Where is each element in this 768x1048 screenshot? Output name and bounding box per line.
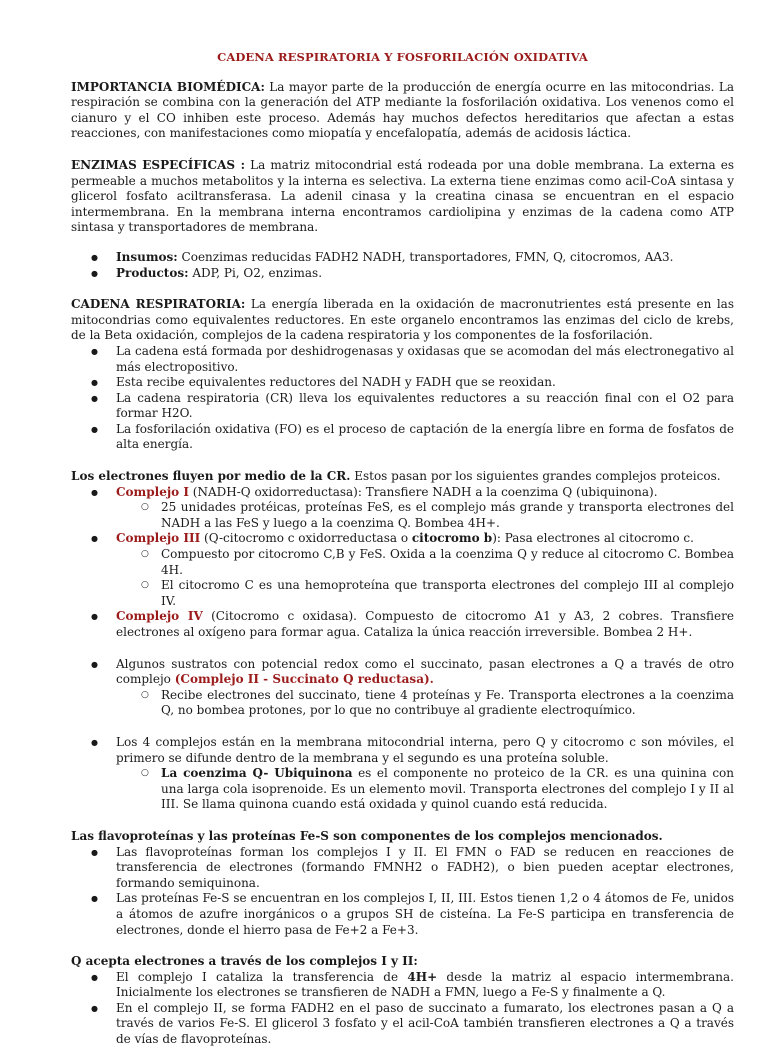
list-item: ● La cadena respiratoria (CR) lleva los equivalentes reductores a su reacción final con el O2 para formar H2O. — [71, 391, 734, 422]
complejos-list — [71, 485, 734, 641]
complejo-3-label: Complejo III — [116, 531, 201, 546]
coenzima-q-sublist — [116, 766, 734, 813]
list-item-complejo-4 — [71, 609, 734, 640]
cadena-list — [71, 344, 734, 453]
insumos-text: Coenzimas reducidas FADH2 NADH, transportadores, FMN, Q, citocromos, AA3. — [177, 249, 674, 264]
4h-label: 4H+ — [407, 969, 438, 984]
paragraph-enzimas — [71, 158, 734, 236]
q-acepta-text-end: desde la matriz al espacio intermembrana. Inicialmente los electrones se transfieren de NADH a FMN, luego a Fe-S y finalmente a Q. — [116, 969, 734, 1000]
paragraph-importancia — [71, 80, 734, 142]
section-electrones — [71, 469, 734, 813]
paragraph-cadena — [71, 297, 734, 344]
cadena-text: La energía liberada en la oxidación de macronutrientes está presente en las mitocondrias como equivalentes reductores. En este organelo encontramos las enzimas del ciclo de krebs, de la Beta oxidación, complejos de la cadena respiratoria y los componentes de la fosforilación. — [71, 297, 734, 343]
complejo-3-text: (Q-citocromo c oxidorreductasa o — [200, 531, 412, 546]
enzimas-text: La matriz mitocondrial está rodeada por una doble membrana. La externa es permeable a muchos metabolitos y la interna es selectiva. La externa tiene enzimas como acil-CoA sintasa y glicerol fosfato aciltransferasa. La adenil cinasa y la creatina cinasa se encuentran en el espacio intermembrana. En la membrana interna encontramos cardiolipina y enzimas de la cadena como ATP sintasa y transportadores de membrana. — [71, 157, 735, 235]
coenzima-q-label: La coenzima Q- Ubiquinona — [161, 766, 353, 781]
list-item: ● Las proteínas Fe-S se encuentran en los complejos I, II, III. Estos tienen 1,2 o 4 átomos de Fe, unidos a átomos de azufre inorgánicos o a grupos SH de cisteína. La Fe-S participa en transferencia de electrones, donde el hierro pasa de Fe+2 a Fe+3. — [71, 891, 734, 938]
importancia-label: IMPORTANCIA BIOMÉDICA: — [71, 79, 265, 94]
complejo-1-label: Complejo I — [116, 484, 189, 499]
cadena-label: CADENA RESPIRATORIA: — [71, 297, 246, 312]
list-item: ○ 25 unidades protéicas, proteínas FeS, es el complejo más grande y transporta electrones del NADH a las FeS y luego a la coenzima Q. Bombea 4H+. — [116, 500, 734, 531]
list-item: ○ Compuesto por citocromo C,B y FeS. Oxida a la coenzima Q y reduce al citocromo C. Bombea 4H. — [116, 547, 734, 578]
list-item: ○ Recibe electrones del succinato, tiene 4 proteínas y Fe. Transporta electrones a la coenzima Q, no bombea protones, por lo que no contribuye al gradiente electroquímico. — [116, 688, 734, 719]
flavoproteinas-list — [71, 845, 734, 939]
list-item-productos — [71, 266, 734, 282]
list-item-coenzima-q — [116, 766, 734, 813]
coenzima-q-text: es el componente no proteico de la CR. es una quinina con una larga cola isoprenoide. Es un elemento movil. Transporta electrones del complejo I y II al III. Se llama quinona cuando está oxidada y quinol cuando está reducida. — [161, 766, 734, 812]
list-item: ● Las flavoproteínas forman los complejos I y II. El FMN o FAD se reducen en reacciones de transferencia de electrones (formando FMNH2 o FADH2), o bien pueden aceptar electrones, formando semiquinona. — [71, 845, 734, 892]
productos-text: ADP, Pi, O2, enzimas. — [188, 265, 323, 280]
insumos-label: Insumos: — [116, 249, 178, 264]
section-q-acepta — [71, 954, 734, 1048]
list-item-moviles — [71, 735, 734, 813]
moviles-text: Los 4 complejos están en la membrana mitocondrial interna, pero Q y citocromo c son móviles, el primero se difunde dentro de la membrana y el segundo es una proteína soluble. — [116, 734, 734, 765]
list-item: ● En el complejo II, se forma FADH2 en el paso de succinato a fumarato, los electrones pasan a Q a través de varios Fe-S. El glicerol 3 fosfato y el acil-CoA también transfieren electrones a Q a través de vías de flavoproteínas. — [71, 1001, 734, 1048]
list-item-complejo-3 — [71, 531, 734, 609]
complejo-2-sublist — [116, 688, 734, 719]
q-acepta-heading: Q acepta electrones a través de los complejos I y II: — [71, 954, 418, 969]
complejo-3-text-end: ): Pasa electrones al citocromo c. — [492, 531, 694, 546]
complejo-2-label: (Complejo II - Succinato Q reductasa). — [174, 672, 434, 687]
insumos-productos-list — [71, 250, 734, 281]
productos-label: Productos: — [116, 265, 189, 280]
moviles-list — [71, 735, 734, 813]
complejo-4-label: Complejo IV — [116, 609, 203, 624]
electrones-label: Los electrones fluyen por medio de la CR. — [71, 469, 351, 484]
list-item-complejo-1 — [71, 485, 734, 532]
complejo-1-sublist — [116, 500, 734, 531]
flavoproteinas-heading: Las flavoproteínas y las proteínas Fe-S son componentes de los complejos mencionados. — [71, 828, 663, 843]
complejo-1-text: (NADH-Q oxidorreductasa): Transfiere NADH a la coenzima Q (ubiquinona). — [188, 484, 658, 499]
section-cadena — [71, 297, 734, 453]
enzimas-label: ENZIMAS ESPECÍFICAS : — [71, 157, 246, 172]
complejo-3-sublist — [116, 547, 734, 609]
complejo-4-text: (Citocromo c oxidasa). Compuesto de citocromo A1 y A3, 2 cobres. Transfiere electrones al oxígeno para formar agua. Cataliza la única reacción irreversible. Bombea 2 H+. — [116, 609, 734, 639]
list-item-insumos — [71, 250, 734, 266]
q-acepta-text: El complejo I cataliza la transferencia de — [116, 969, 408, 984]
section-flavoproteinas — [71, 829, 734, 938]
q-acepta-list — [71, 970, 734, 1048]
list-item: ● Esta recibe equivalentes reductores del NADH y FADH que se reoxidan. — [71, 375, 734, 391]
list-item — [71, 970, 734, 1001]
list-item-complejo-2 — [71, 657, 734, 719]
paragraph-electrones — [71, 469, 734, 485]
list-item: ● La cadena está formada por deshidrogenasas y oxidasas que se acomodan del más electronegativo al más electropositivo. — [71, 344, 734, 375]
list-item: ● La fosforilación oxidativa (FO) es el proceso de captación de la energía libre en forma de fosfatos de alta energía. — [71, 422, 734, 453]
importancia-text: La mayor parte de la producción de energía ocurre en las mitocondrias. La respiración se combina con la generación del ATP mediante la fosforilación oxidativa. Los venenos como el cianuro y el CO inhiben este proceso. Además hay muchos defectos hereditarios que afectan a estas reacciones, con manifestaciones como miopatía y encefalopatía, además de acidosis láctica. — [71, 79, 734, 141]
citocromo-b-label: citocromo b — [411, 531, 493, 546]
list-item: ○ El citocromo C es una hemoproteína que transporta electrones del complejo III al complejo IV. — [116, 578, 734, 609]
document-title: CADENA RESPIRATORIA Y FOSFORILACIÓN OXIDATIVA — [217, 50, 588, 64]
complejo-2-text: Algunos sustratos con potencial redox como el succinato, pasan electrones a Q a través de otro complejo — [116, 656, 734, 687]
complejo-2-list — [71, 657, 734, 719]
electrones-text: Estos pasan por los siguientes grandes complejos proteicos. — [350, 469, 721, 484]
